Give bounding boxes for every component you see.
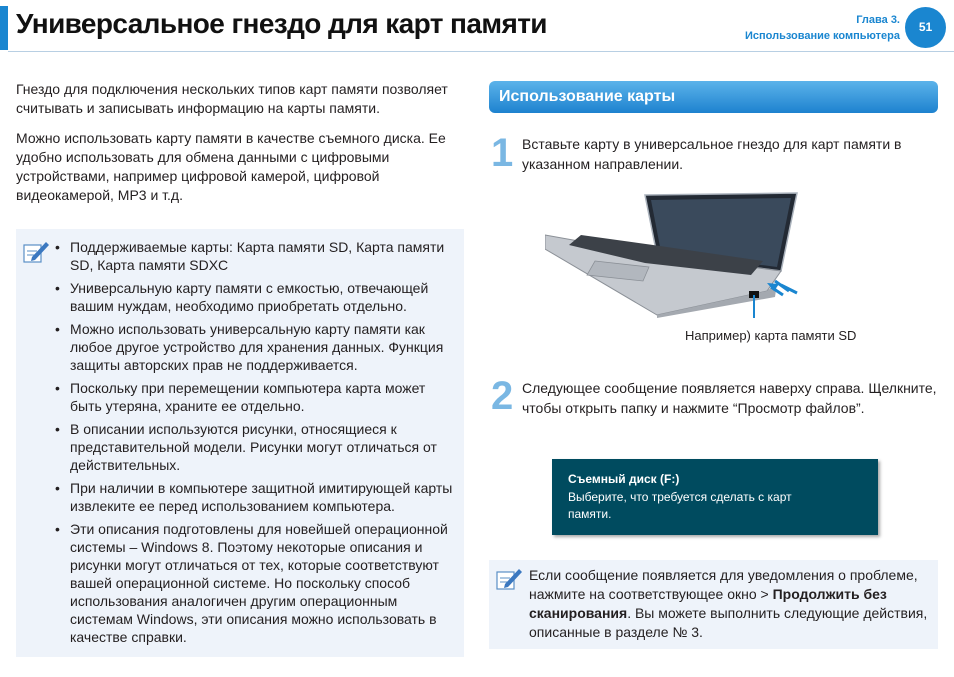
notes-box xyxy=(16,229,464,657)
note-item: • Можно использовать универсальную карту памяти как любое другое устройство для хранения данных. Функция защиты авторских прав не поддерживается. xyxy=(70,320,460,374)
chapter-number: Глава 3. xyxy=(856,14,900,26)
title-divider xyxy=(8,51,954,52)
note-2-bold-action: Продолжить без сканирования xyxy=(529,586,887,621)
note-2-text-after: . Вы можете выполнить следующие действия, описанные в разделе № 3. xyxy=(529,605,928,640)
note-pencil-icon xyxy=(22,239,50,265)
autoplay-notification[interactable] xyxy=(552,459,878,535)
note-item: • При наличии в компьютере защитной имитирующей карты извлеките ее перед использованием компьютера. xyxy=(70,479,460,515)
chapter-label xyxy=(745,12,900,44)
note-item: • Эти описания подготовлены для новейшей операционной системы – Windows 8. Поэтому некоторые описания и рисунки могут отличаться от тех, которые соответствуют вашей операционной системе. Но поскольку способ использования аналогичен другим операционным системам Windows, эти описания можно использовать в качестве справки. xyxy=(70,520,460,646)
figure-caption: Например) карта памяти SD xyxy=(685,328,857,343)
note-item: • Поскольку при перемещении компьютера карта может быть утеряна, храните ее отдельно. xyxy=(70,379,460,415)
intro-paragraph-2: Можно использовать карту памяти в качестве съемного диска. Ее удобно использовать для обмена данными с цифровыми устройствами, например цифровой камерой, цифровой видеокамерой, MP3 и т.д. xyxy=(16,130,446,203)
note-box-2 xyxy=(489,560,938,649)
note-2-text-before: Если сообщение появляется для уведомления о проблеме, нажмите на соответствующее окно > xyxy=(529,567,918,602)
note-pencil-icon xyxy=(495,566,523,592)
step-2-text: Следующее сообщение появляется наверху справа. Щелкните, чтобы открыть папку и нажмите “Просмотр файлов”. xyxy=(522,380,937,416)
section-header: Использование карты xyxy=(489,81,938,113)
laptop-illustration xyxy=(545,183,815,318)
page-title: Универсальное гнездо для карт памяти xyxy=(16,8,547,39)
chapter-name: Использование компьютера xyxy=(744,30,900,42)
intro-paragraph-1: Гнездо для подключения нескольких типов карт памяти позволяет считывать и записывать информацию на карты памяти. xyxy=(16,81,448,116)
note-item: • Универсальную карту памяти с емкостью, отвечающей вашим нуждам, необходимо приобретать отдельно. xyxy=(70,279,460,315)
notes-list xyxy=(70,238,460,651)
step-1-number: 1 xyxy=(491,131,514,175)
note-2-text xyxy=(529,566,935,642)
page-number-badge: 51 xyxy=(905,7,946,48)
intro-text xyxy=(16,80,466,216)
title-accent-bar xyxy=(0,6,8,50)
notification-title: Съемный диск (F:) xyxy=(568,472,680,486)
step-1-text: Вставьте карту в универсальное гнездо для карт памяти в указанном направлении. xyxy=(522,136,902,172)
notification-message: Выберите, что требуется сделать с карт памяти. xyxy=(568,490,792,521)
note-item: • Поддерживаемые карты: Карта памяти SD, Карта памяти SD, Карта памяти SDXC xyxy=(70,238,460,274)
step-2-number: 2 xyxy=(491,374,514,418)
note-item: • В описании используются рисунки, относящиеся к представительной модели. Рисунки могут отличаться от действительных. xyxy=(70,420,460,474)
